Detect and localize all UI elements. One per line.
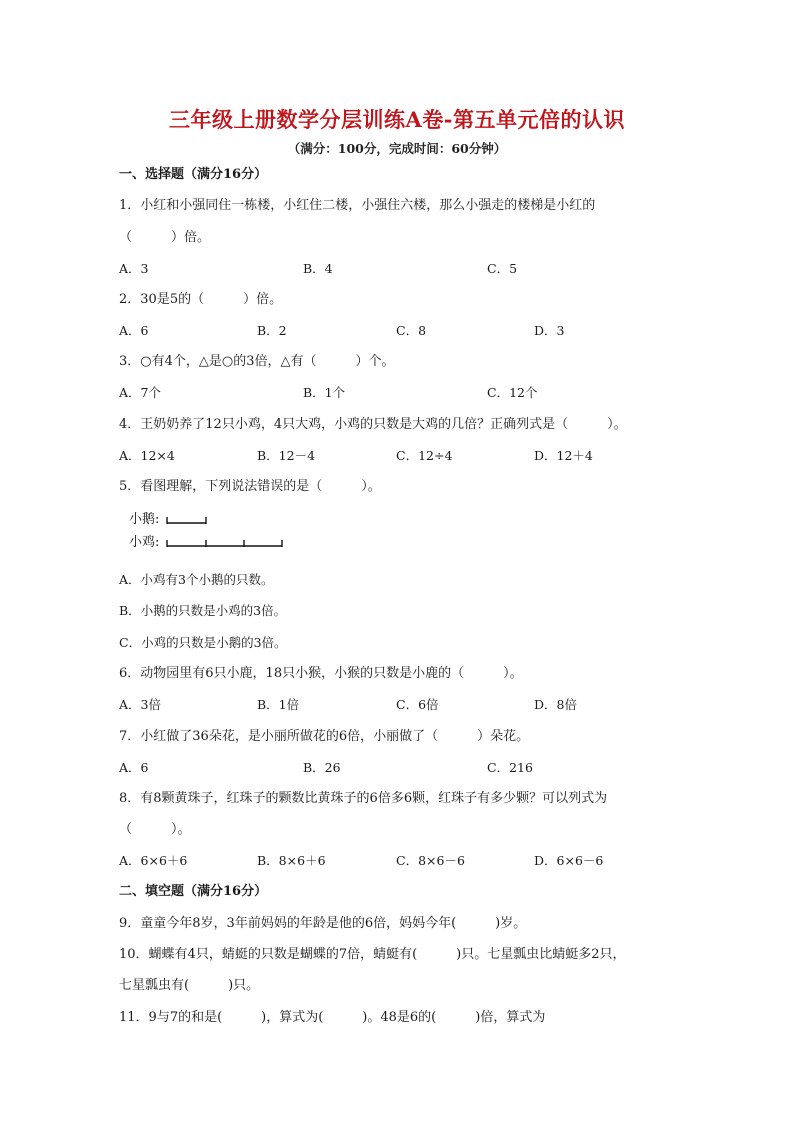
chick-segment-diagram bbox=[166, 535, 284, 549]
q6-option-b[interactable]: B．1倍 bbox=[257, 697, 300, 712]
question-10-text: 10．蝴蝶有4只，蜻蜓的只数是蝴蝶的7倍，蜻蜓有( )只。七星瓢虫比蜻蜓多2只， bbox=[119, 947, 626, 962]
q8-option-b[interactable]: B．8×6＋6 bbox=[257, 853, 326, 868]
q3-option-a[interactable]: A．7个 bbox=[119, 385, 161, 400]
page-title: 三年级上册数学分层训练A卷-第五单元倍的认识 bbox=[168, 107, 625, 132]
q7-option-b[interactable]: B．26 bbox=[303, 760, 341, 775]
question-4-text: 4．王奶奶养了12只小鸡，4只大鸡，小鸡的只数是大鸡的几倍？正确列式是（ ）。 bbox=[119, 417, 627, 432]
q3-option-c[interactable]: C．12个 bbox=[487, 385, 538, 400]
question-5-text: 5．看图理解，下列说法错误的是（ ）。 bbox=[119, 479, 381, 494]
q2-option-a[interactable]: A．6 bbox=[119, 323, 149, 338]
q2-option-b[interactable]: B．2 bbox=[257, 323, 287, 338]
q3-option-b[interactable]: B．1个 bbox=[303, 385, 346, 400]
q8-option-a[interactable]: A．6×6＋6 bbox=[119, 853, 188, 868]
q8-option-c[interactable]: C．8×6－6 bbox=[396, 853, 465, 868]
question-9-text: 9．童童今年8岁，3年前妈妈的年龄是他的6倍，妈妈今年( )岁。 bbox=[119, 916, 527, 931]
q6-option-d[interactable]: D．8倍 bbox=[534, 697, 577, 712]
question-1-text-cont: （ ）倍。 bbox=[119, 230, 211, 245]
q4-option-c[interactable]: C．12÷4 bbox=[396, 448, 453, 463]
page-subtitle: （满分：100分，完成时间：60分钟） bbox=[287, 141, 507, 156]
question-8-text-cont: （ ）。 bbox=[119, 822, 191, 837]
q1-option-c[interactable]: C．5 bbox=[487, 261, 518, 276]
question-3-text: 3．○有4个，△是○的3倍，△有（ ）个。 bbox=[119, 354, 395, 369]
q4-option-a[interactable]: A．12×4 bbox=[119, 448, 175, 463]
question-1-text: 1．小红和小强同住一栋楼，小红住二楼，小强住六楼，那么小强走的楼梯是小红的 bbox=[119, 198, 596, 213]
q4-option-b[interactable]: B．12－4 bbox=[257, 448, 316, 463]
goose-segment-diagram bbox=[166, 512, 208, 526]
q2-option-d[interactable]: D．3 bbox=[534, 323, 565, 338]
section-heading-fill: 二、填空题（满分16分） bbox=[119, 884, 268, 899]
q7-option-c[interactable]: C．216 bbox=[487, 760, 533, 775]
q6-option-c[interactable]: C．6倍 bbox=[396, 697, 439, 712]
q5-option-a[interactable]: A．小鸡有3个小鹅的只数。 bbox=[119, 572, 274, 587]
q2-option-c[interactable]: C．8 bbox=[396, 323, 427, 338]
question-11-text: 11．9与7的和是( )，算式为( )。48是6的( )倍，算式为 bbox=[119, 1010, 546, 1025]
q5-option-b[interactable]: B．小鹅的只数是小鸡的3倍。 bbox=[119, 603, 287, 618]
question-2-text: 2．30是5的（ ）倍。 bbox=[119, 292, 283, 307]
q4-option-d[interactable]: D．12＋4 bbox=[534, 448, 593, 463]
q7-option-a[interactable]: A．6 bbox=[119, 760, 149, 775]
diagram-chick-label: 小鸡: bbox=[129, 535, 160, 550]
q1-option-a[interactable]: A．3 bbox=[119, 261, 149, 276]
question-8-text: 8．有8颗黄珠子，红珠子的颗数比黄珠子的6倍多6颗，红珠子有多少颗？可以列式为 bbox=[119, 791, 608, 806]
question-10-text-cont: 七星瓢虫有( )只。 bbox=[119, 978, 260, 993]
q1-option-b[interactable]: B．4 bbox=[303, 261, 333, 276]
question-7-text: 7．小红做了36朵花，是小丽所做花的6倍，小丽做了（ ）朵花。 bbox=[119, 729, 530, 744]
q6-option-a[interactable]: A．3倍 bbox=[119, 697, 161, 712]
diagram-goose-label: 小鹅: bbox=[129, 512, 160, 527]
question-6-text: 6．动物园里有6只小鹿，18只小猴，小猴的只数是小鹿的（ ）。 bbox=[119, 666, 523, 681]
section-heading-choice: 一、选择题（满分16分） bbox=[119, 167, 268, 182]
q5-option-c[interactable]: C．小鸡的只数是小鹅的3倍。 bbox=[119, 635, 287, 650]
q8-option-d[interactable]: D．6×6－6 bbox=[534, 853, 604, 868]
